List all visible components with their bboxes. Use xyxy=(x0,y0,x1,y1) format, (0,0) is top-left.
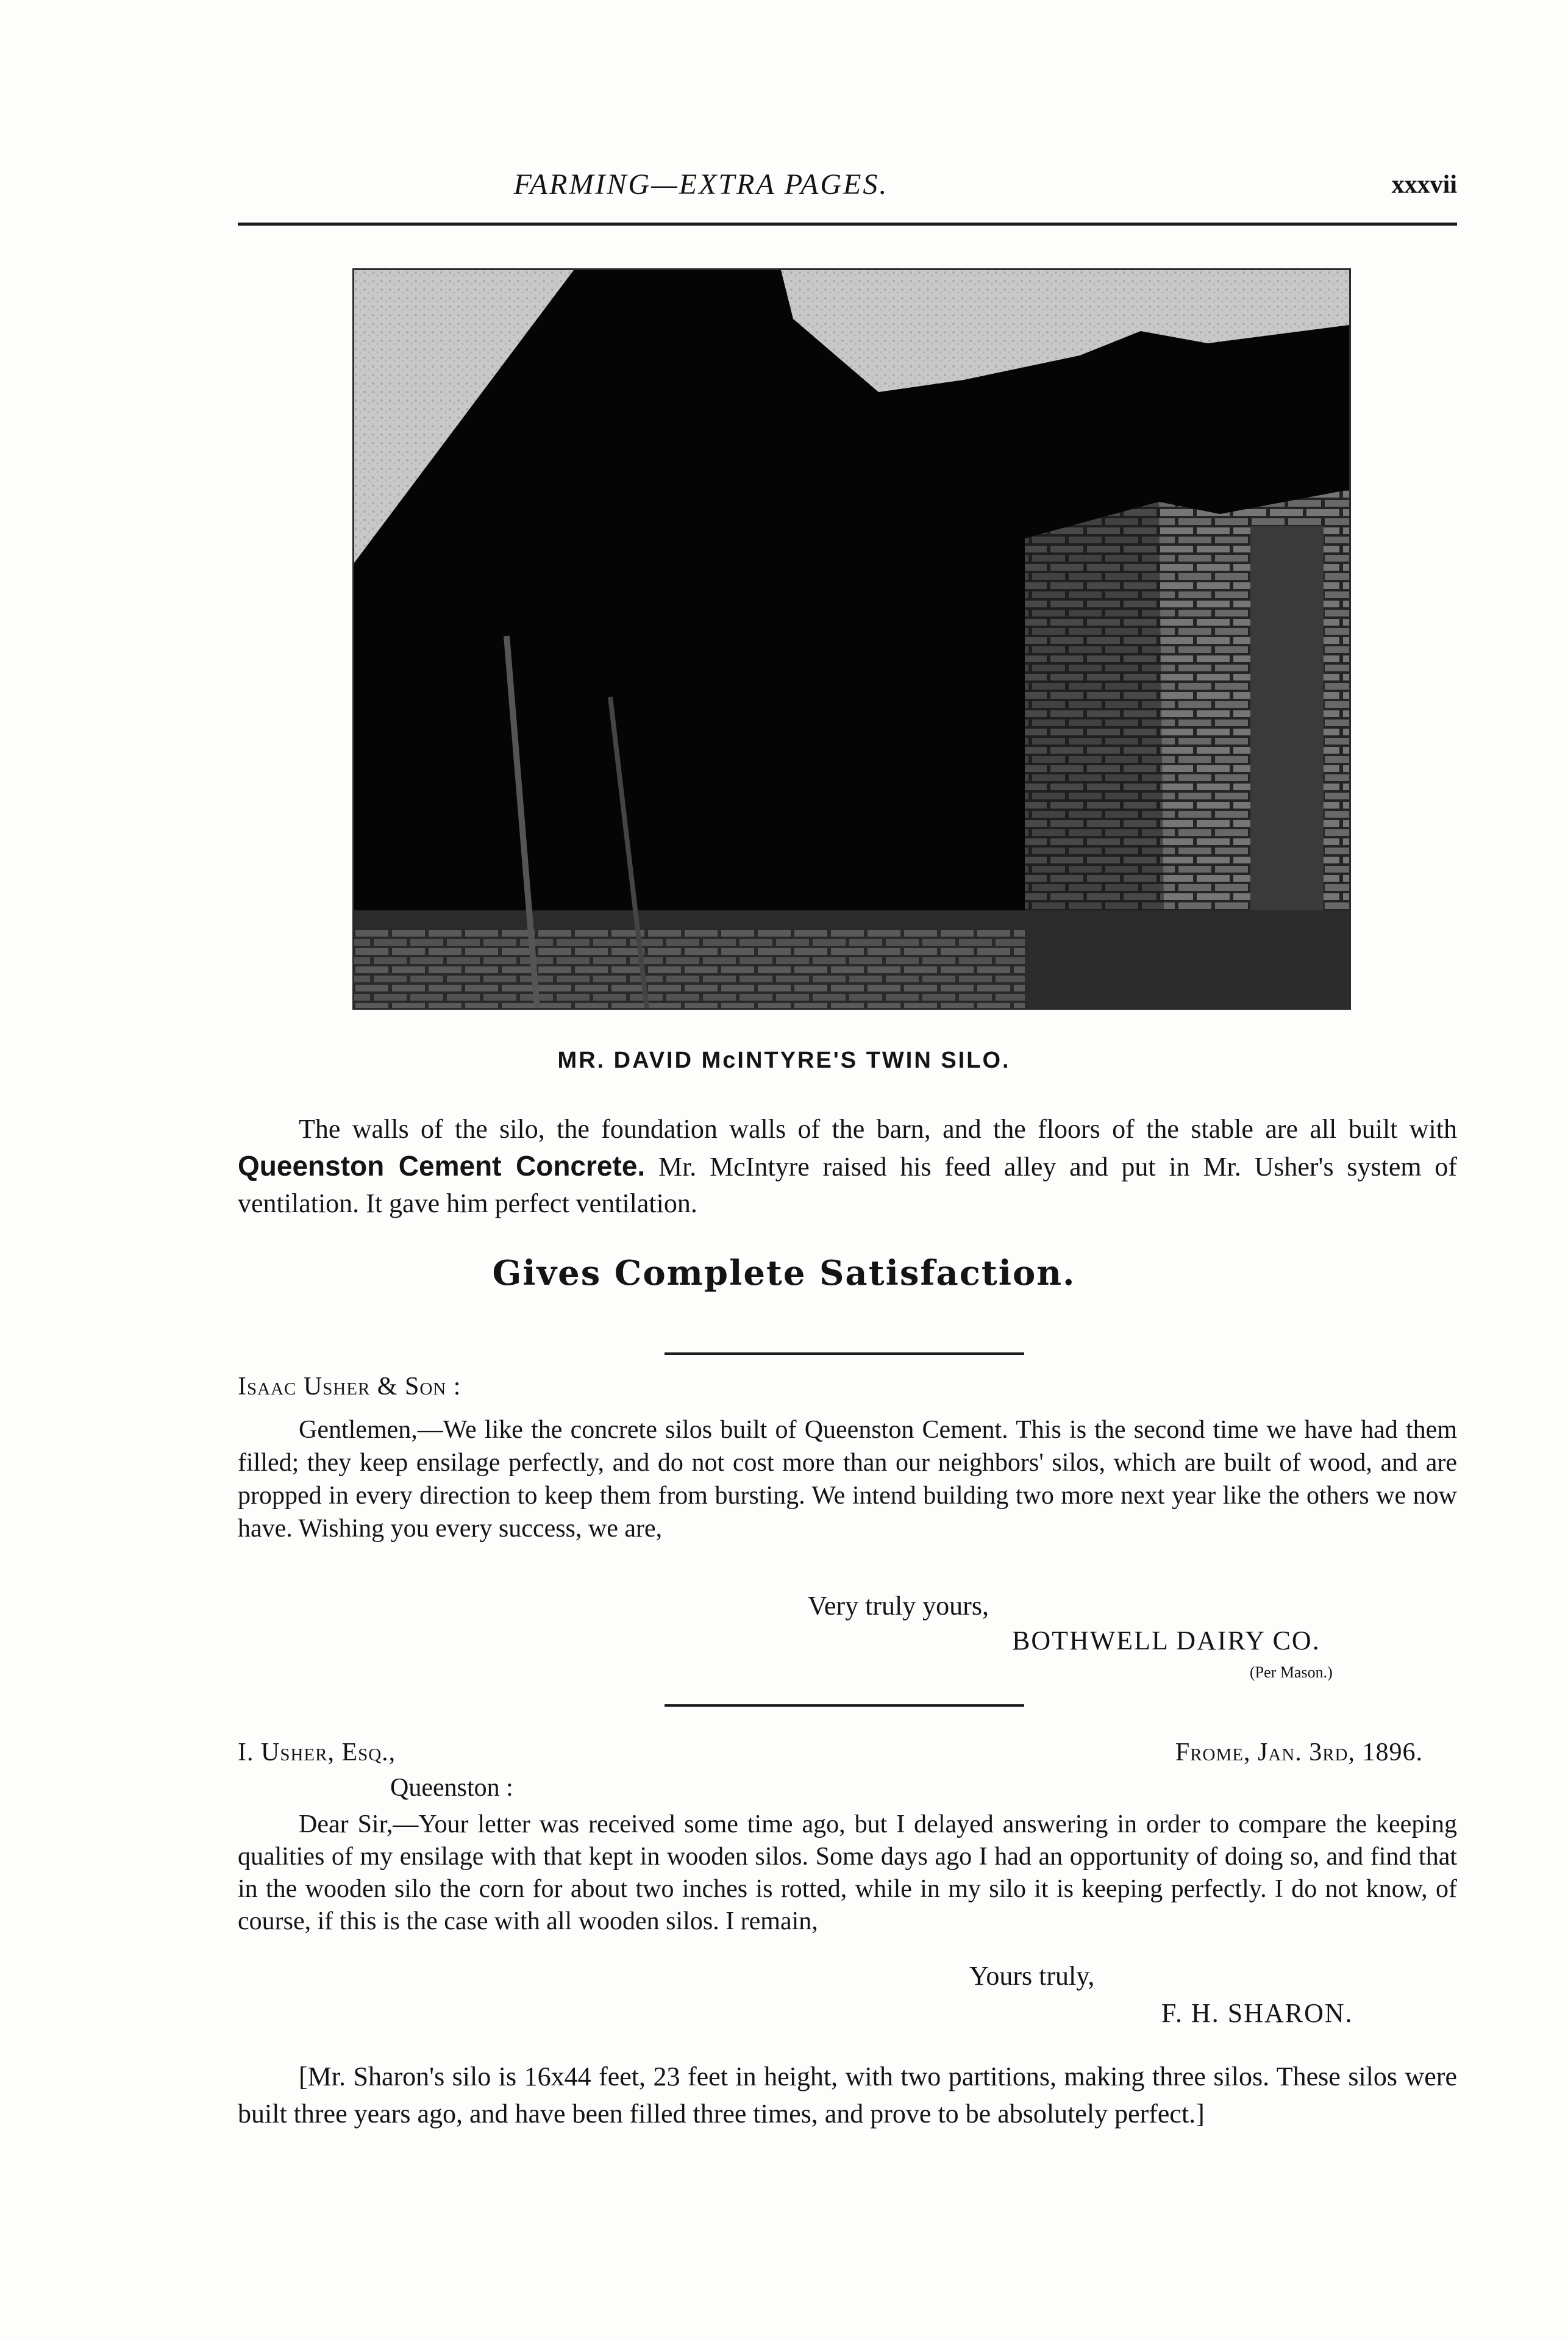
letter2-text: Dear Sir,—Your letter was received some time ago, but I delayed answering in order to compare the keeping qualities of my ensilage with that kept in wooden silos. Some days ago I had an opportunity of doing so, and find that in the wooden silo the corn for about two inches is rotted, while in my silo it is keeping perfectly. I do not know, of course, if this is the case with all wooden silos. I remain, xyxy=(238,1810,1457,1935)
letter1-closing: Very truly yours, xyxy=(808,1591,989,1621)
letter1-signature: BOTHWELL DAIRY CO. xyxy=(1012,1626,1320,1655)
letter1-text: Gentlemen,—We like the concrete silos built of Queenston Cement. This is the second time we have had them filled; they keep ensilage perfectly, and do not cost more than our neighbors' silos, which are built of wood, and are propped in every direction to keep them from bursting. We intend building two more next year like the others we now have. Wishing you every success, we are, xyxy=(238,1416,1457,1543)
intro-text-2: Mr. McIntyre raised his feed alley and put in Mr. Usher's system of ventilation. It gave him perfect ventilation. xyxy=(238,1152,1457,1218)
editor-note xyxy=(238,2058,1457,2132)
letter2-body xyxy=(238,1809,1457,1938)
header-rule xyxy=(238,223,1457,226)
photo-silo-image xyxy=(354,270,1349,1008)
silo-photo xyxy=(352,268,1351,1010)
product-emphasis: Queenston Cement Concrete. xyxy=(238,1150,646,1182)
letter1-addressee: Isaac Usher & Son : xyxy=(238,1373,461,1401)
running-title: FARMING—EXTRA PAGES. xyxy=(513,168,889,201)
letter1-body xyxy=(238,1413,1457,1545)
intro-text-1: The walls of the silo, the foundation walls of the barn, and the floors of the stable are all built with xyxy=(299,1114,1457,1144)
page-header xyxy=(238,168,1457,216)
page-number: xxxvii xyxy=(1391,171,1457,199)
letter2-dateline: Frome, Jan. 3rd, 1896. xyxy=(1175,1738,1423,1766)
photo-caption: MR. DAVID McINTYRE'S TWIN SILO. xyxy=(557,1048,1011,1073)
section-heading: Gives Complete Satisfaction. xyxy=(492,1253,1076,1293)
editor-note-text: [Mr. Sharon's silo is 16x44 feet, 23 feet in height, with two partitions, making three silos. These silos were built three years ago, and have been filled three times, and prove to be absolutely perfect.] xyxy=(238,2062,1457,2129)
letter2-addressee-place: Queenston : xyxy=(390,1774,513,1802)
letter2-addressee: I. Usher, Esq., xyxy=(238,1738,396,1766)
letter2-closing: Yours truly, xyxy=(969,1961,1095,1991)
letter2-signature: F. H. SHARON. xyxy=(1161,1998,1353,2028)
divider-rule xyxy=(665,1352,1024,1355)
letter1-signature-note: (Per Mason.) xyxy=(1250,1663,1333,1681)
divider-rule xyxy=(665,1704,1024,1707)
intro-paragraph xyxy=(238,1111,1457,1222)
